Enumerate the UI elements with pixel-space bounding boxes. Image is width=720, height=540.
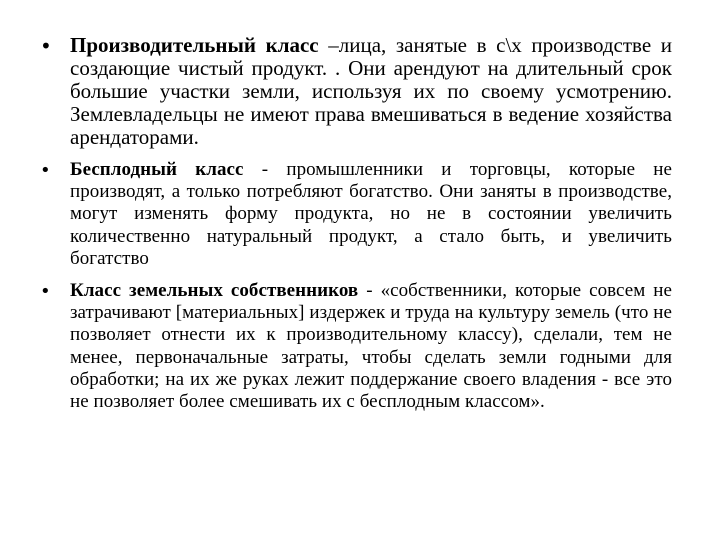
bullet-item-sterile-class xyxy=(40,159,672,270)
bullet-marker: • xyxy=(40,160,51,181)
bullet-marker: • xyxy=(40,281,51,303)
bullet-item-productive-class xyxy=(40,34,672,149)
bullet-item-landowners-class xyxy=(40,280,672,413)
bullet-term: Производительный класс xyxy=(70,33,319,57)
bullet-term: Бесплодный класс xyxy=(70,159,244,180)
bullet-list xyxy=(40,34,672,413)
bullet-text: - «собственники, которые совсем не затрачивают [материальных] издержек и труда на культуру земель (что не позволяет отнести их к производительному классу), сделали, тем не менее, первоначальные затраты, чтобы сделать земли годными для обработки; на их же руках лежит поддержание своего владения - все это не позволяет более смешивать их с бесплодным классом». xyxy=(70,280,672,413)
bullet-text: –лица, занятые в с\х производстве и создающие чистый продукт. . Они арендуют на длительный срок большие участки земли, используя их по своему усмотрению. Землевладельцы не имеют права вмешиваться в ведение хозяйства арендаторами. xyxy=(70,33,672,149)
bullet-marker: • xyxy=(40,34,52,58)
bullet-text: - промышленники и торговцы, которые не производят, а только потребляют богатство. Они заняты в производстве, могут изменять форму продукта, но не в состоянии увеличить количественно натуральный продукт, а стало быть, и увеличить богатство xyxy=(70,159,672,269)
bullet-term: Класс земельных собственников xyxy=(70,280,359,302)
